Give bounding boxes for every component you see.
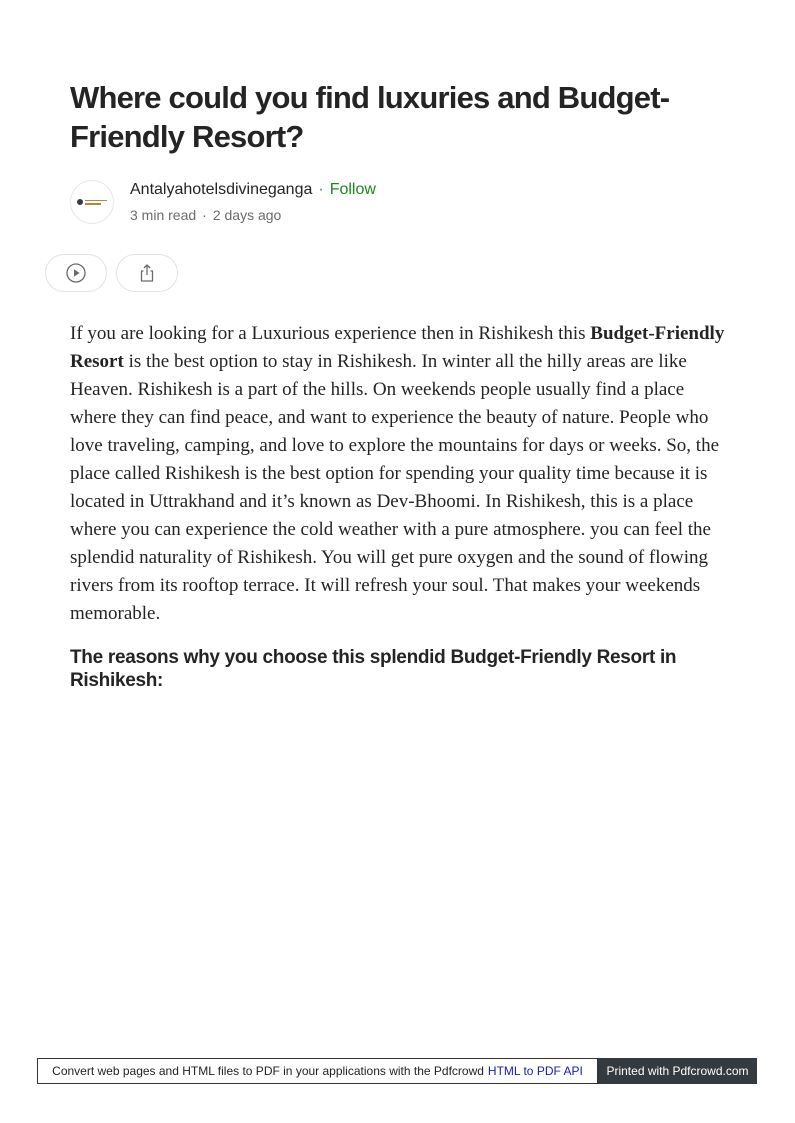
footer-api-link[interactable]: HTML to PDF API [487, 1064, 583, 1078]
follow-button[interactable]: Follow [329, 181, 376, 198]
footer-text: Convert web pages and HTML files to PDF in your applications with the Pdfcrowd [52, 1064, 484, 1078]
author-avatar[interactable] [70, 180, 114, 224]
pdfcrowd-footer [37, 1058, 757, 1084]
footer-printed-with[interactable]: Printed with Pdfcrowd.com [598, 1058, 757, 1084]
footer-promo [37, 1058, 598, 1084]
listen-button[interactable] [45, 254, 107, 292]
article-paragraph [70, 320, 730, 628]
author-line [130, 180, 376, 200]
author-row [70, 180, 570, 224]
paragraph-rest: is the best option to stay in Rishikesh. In winter all the hilly areas are like Heaven. Rishikesh is a part of the hills. On weekends people usually find a place where they can find peace, and want to experience the beauty of nature. People who love traveling, camping, and love to explore the mountains for days or weeks. So, the place called Rishikesh is the best option for spending your quality time because it is located in Uttrakhand and it’s known as Dev-Bhoomi. In Rishikesh, this is a place where you can experience the cold weather with a pure atmosphere. you can feel the splendid naturality of Rishikesh. You will get pure oxygen and the sound of flowing rivers from its rooftop terrace. It will refresh your soul. That makes your weekends memorable. [70, 351, 720, 624]
article-meta [130, 206, 281, 224]
article-header [70, 78, 730, 156]
paragraph-bold-phrase: Budget-Friendly Resort [70, 323, 725, 372]
share-icon [136, 262, 158, 284]
section-heading: The reasons why you choose this splendid Budget-Friendly Resort in Rishikesh: [70, 647, 677, 691]
brand-logo-icon [77, 199, 107, 205]
meta-separator: · [202, 207, 207, 223]
posted-date: 2 days ago [212, 207, 282, 223]
paragraph-intro: If you are looking for a Luxurious experience then in Rishikesh this [70, 323, 591, 344]
author-name[interactable]: Antalyahotelsdivineganga [130, 181, 313, 198]
author-separator: · [318, 181, 324, 198]
play-circle-icon [65, 262, 87, 284]
read-time: 3 min read [130, 207, 197, 223]
article-title: Where could you find luxuries and Budget-Friendly Resort? [70, 80, 670, 154]
share-button[interactable] [116, 254, 178, 292]
